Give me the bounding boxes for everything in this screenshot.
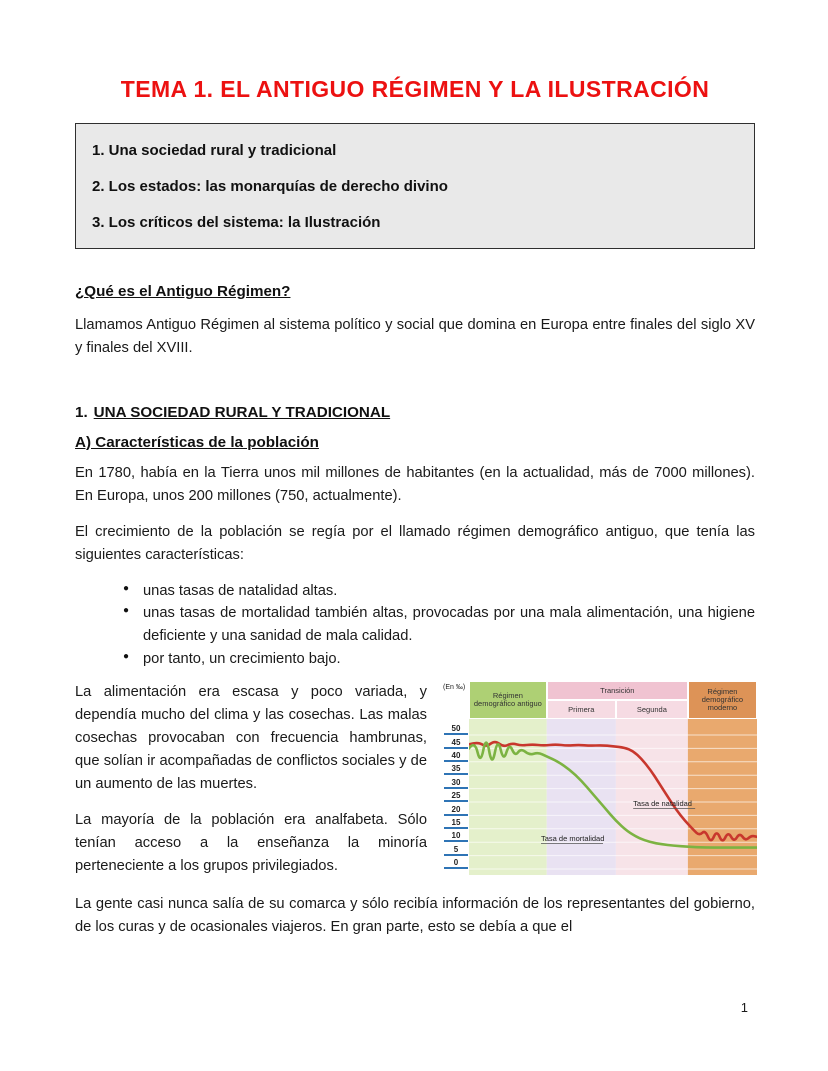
toc-box <box>75 123 755 249</box>
chart-zone-band <box>616 719 688 875</box>
page-number: 1 <box>740 1000 748 1015</box>
toc-item-1: 1. Una sociedad rural y tradicional <box>92 142 337 159</box>
chart-annotation-label: Tasa de natalidad <box>633 799 692 809</box>
left-text-column <box>75 681 427 890</box>
chart-zone-header-transicion: Transición <box>547 681 688 700</box>
toc-item-3: 3. Los críticos del sistema: la Ilustración <box>92 214 381 231</box>
chart-y-tick: 15 <box>444 817 468 829</box>
chart-y-tick: 35 <box>444 763 468 775</box>
paragraph-alimentacion: La alimentación era escasa y poco variada, y dependía mucho del clima y las cosechas. Las malas cosechas provocaban con frecuencia hambrunas, que solían ir acompañadas de conflictos sociales y de un aumento de las muertes. <box>75 684 427 792</box>
chart-zone-header-primera: Primera <box>547 700 616 719</box>
page-title: TEMA 1. EL ANTIGUO RÉGIMEN Y LA ILUSTRACIÓN <box>120 76 710 102</box>
chart-y-tick: 50 <box>444 723 468 735</box>
chart-y-tick: 45 <box>444 737 468 749</box>
chart-zone-band <box>688 719 757 875</box>
chart-zone-header-antiguo: Régimen demográfico antiguo <box>469 681 547 719</box>
text-and-chart-row <box>75 681 755 890</box>
chart-zone-header-segunda: Segunda <box>616 700 688 719</box>
toc-item-2: 2. Los estados: las monarquías de derecho divino <box>92 178 448 195</box>
intro-heading: ¿Qué es el Antiguo Régimen? <box>75 283 291 300</box>
paragraph-comarca: La gente casi nunca salía de su comarca y sólo recibía información de los representantes del gobierno, de los curas y de ocasionales viajeros. En gran parte, esto se debía a que el <box>75 895 755 935</box>
chart-y-tick: 30 <box>444 777 468 789</box>
chart-y-tick: 5 <box>444 844 468 856</box>
list-item: ● por tanto, un crecimiento bajo. <box>121 648 755 671</box>
paragraph-regimen-demografico: El crecimiento de la población se regía por el llamado régimen demográfico antiguo, que tenía las siguientes características: <box>75 523 755 563</box>
chart-header-row <box>443 681 757 719</box>
chart-y-axis <box>443 719 469 875</box>
chart-zone-band <box>547 719 616 875</box>
intro-paragraph: Llamamos Antiguo Régimen al sistema político y social que domina en Europa entre finales del siglo XV y finales del XVIII. <box>75 317 755 356</box>
chart-annotation-label: Tasa de mortalidad <box>541 834 605 844</box>
section1-heading <box>75 404 755 421</box>
chart-zone-header-moderno: Régimen demográfico moderno <box>688 681 757 719</box>
chart-y-tick: 25 <box>444 790 468 802</box>
section1-title: UNA SOCIEDAD RURAL Y TRADICIONAL <box>93 403 391 421</box>
chart-y-tick: 40 <box>444 750 468 762</box>
chart-y-tick: 0 <box>444 857 468 869</box>
chart-body <box>443 719 757 875</box>
section1-number: 1. <box>75 403 88 421</box>
chart-zone-headers <box>469 681 757 719</box>
chart-unit-label: (En ‰) <box>443 684 466 692</box>
paragraph-population-1780: En 1780, había en la Tierra unos mil millones de habitantes (en la actualidad, más de 7000 millones). En Europa, unos 200 millones (750, actualmente). <box>75 464 755 504</box>
chart-y-tick: 20 <box>444 804 468 816</box>
paragraph-analfabeta: La mayoría de la población era analfabeta. Sólo tenían acceso a la enseñanza la minoría perteneciente a los grupos privilegiados. <box>75 811 427 874</box>
list-item: ● unas tasas de natalidad altas. <box>121 580 755 603</box>
demographic-transition-chart <box>443 681 757 890</box>
characteristics-list <box>121 580 755 672</box>
list-item: ● unas tasas de mortalidad también altas, provocadas por una mala alimentación, una higiene deficiente y una sanidad de mala calidad. <box>121 602 755 648</box>
subsection-a-heading: A) Características de la población <box>75 433 319 451</box>
chart-plot-area <box>469 719 757 875</box>
chart-y-tick: 10 <box>444 830 468 842</box>
